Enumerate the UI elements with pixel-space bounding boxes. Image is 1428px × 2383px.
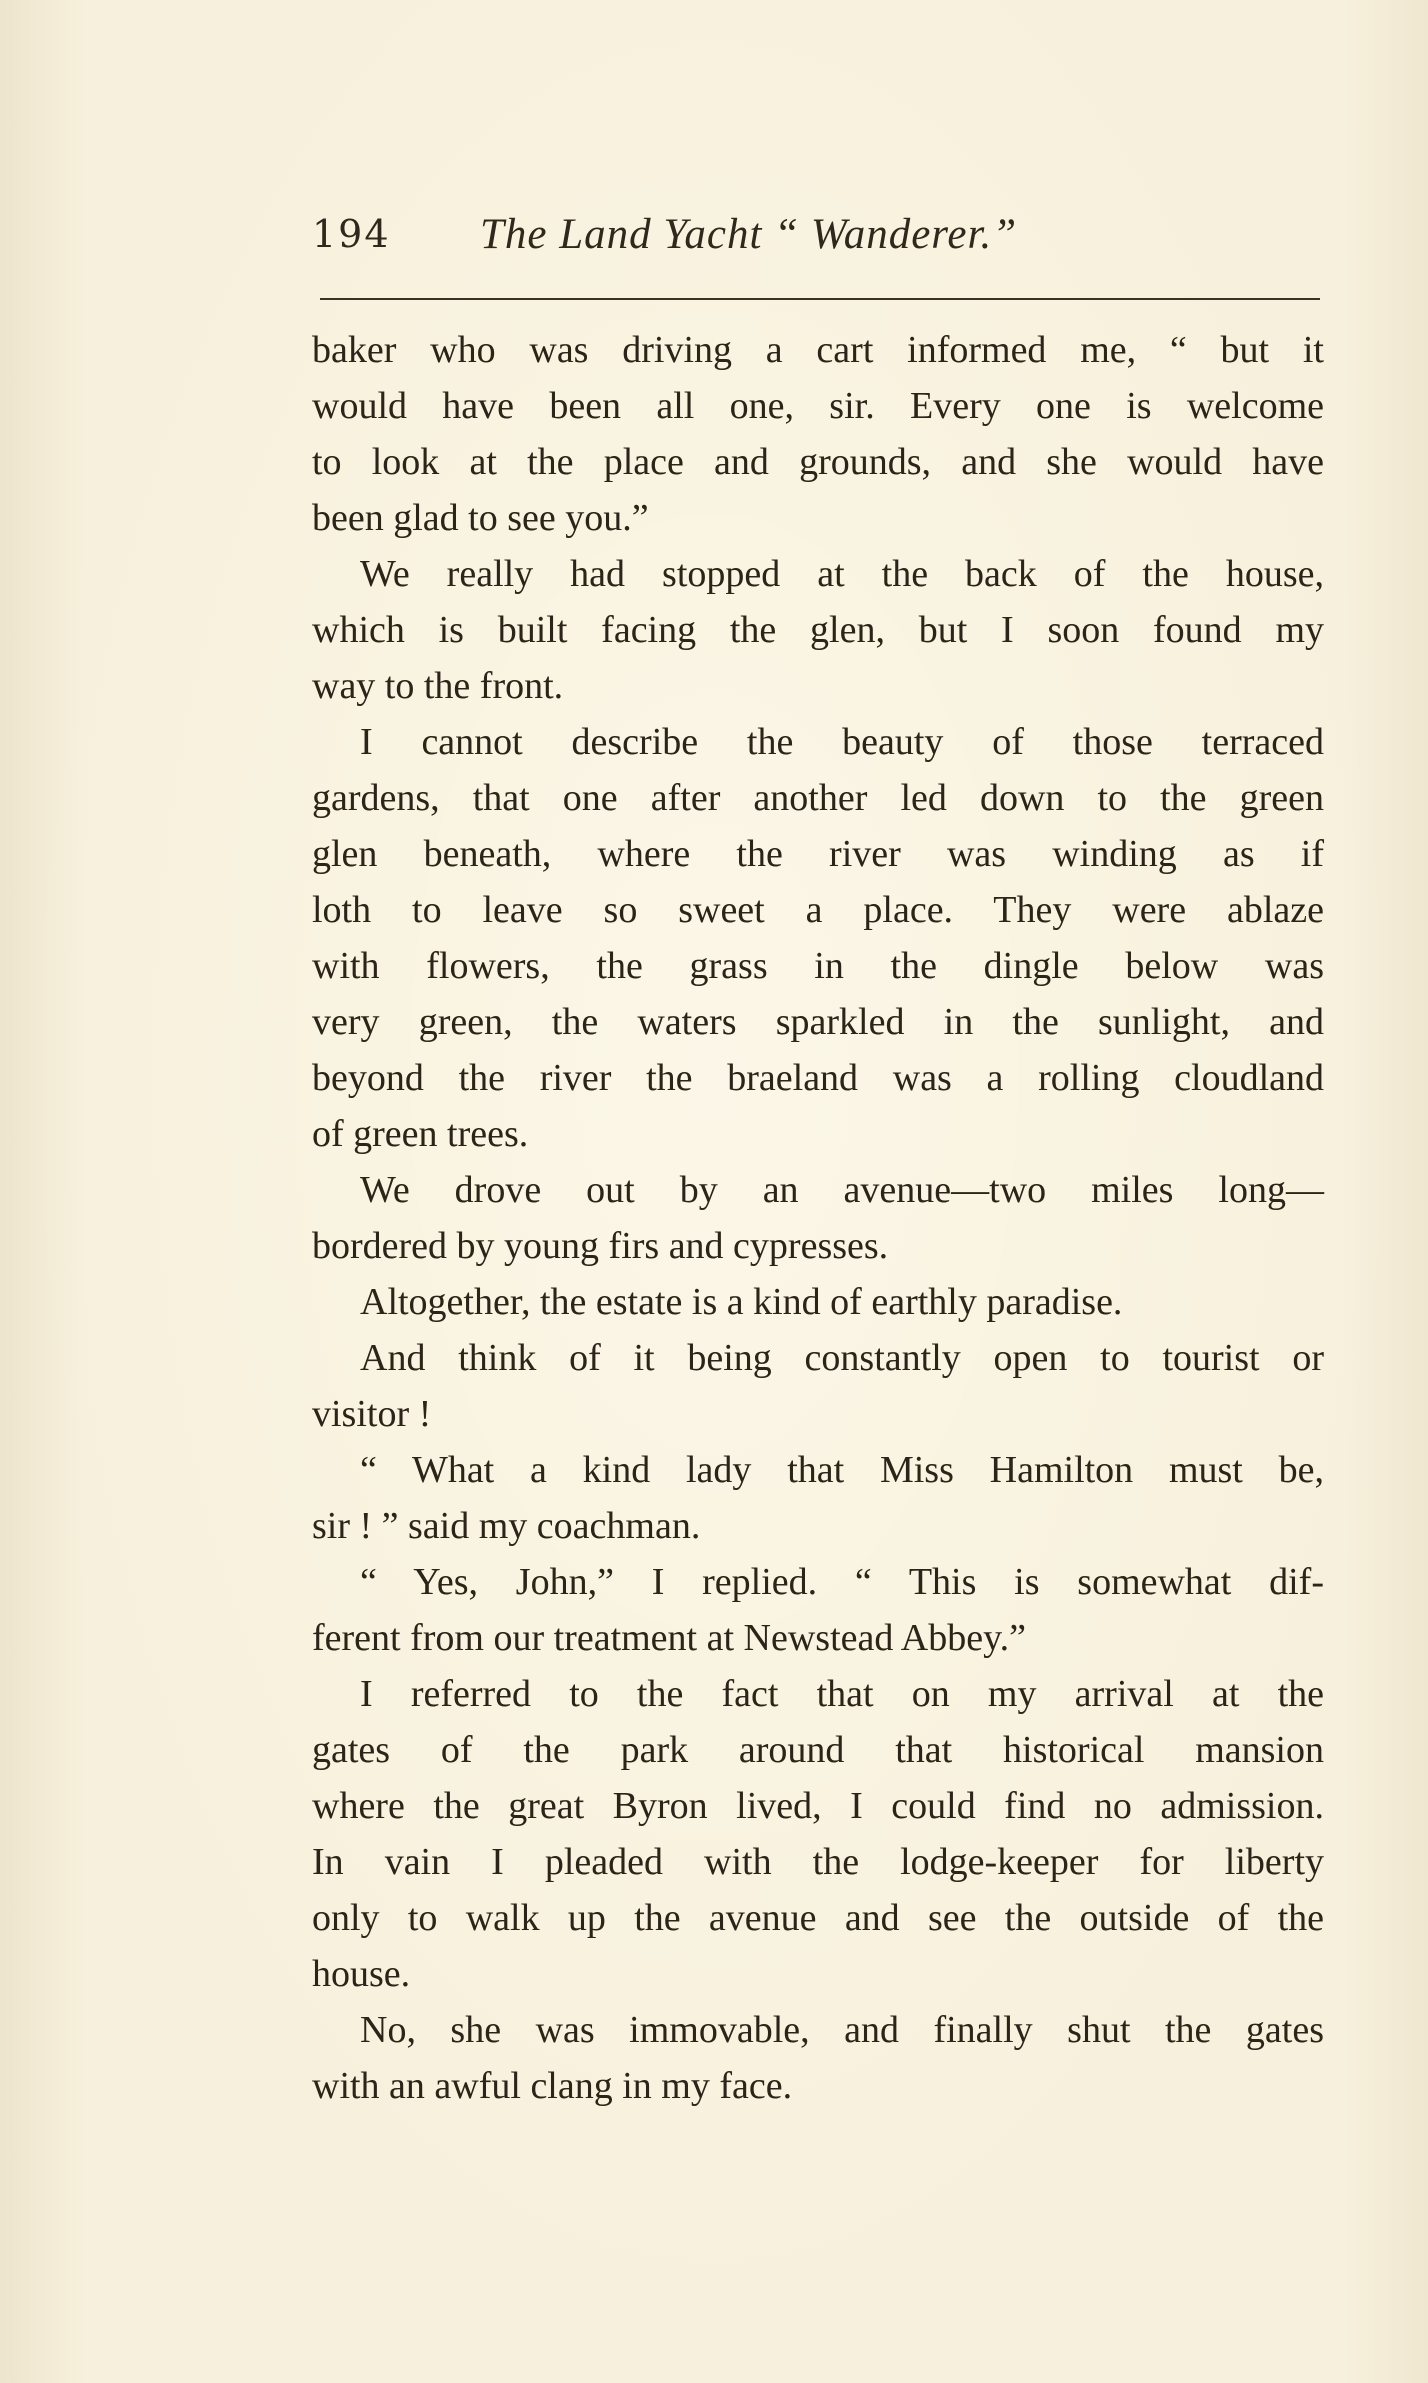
text-line: bordered by young firs and cypresses. bbox=[312, 1225, 889, 1267]
text-line: been glad to see you.” bbox=[312, 497, 649, 539]
text-line: beyond the river the braeland was a rolling cloudland bbox=[312, 1057, 1324, 1099]
text-line: baker who was driving a cart informed me, “ but it bbox=[312, 329, 1324, 371]
text-line: very green, the waters sparkled in the sunlight, and bbox=[312, 1001, 1324, 1043]
text-line: only to walk up the avenue and see the outside of the bbox=[312, 1897, 1324, 1939]
text-line: We drove out by an avenue—two miles long— bbox=[360, 1169, 1324, 1211]
text-line: I referred to the fact that on my arrival at the bbox=[360, 1673, 1324, 1715]
text-line: “ Yes, John,” I replied. “ This is somewhat dif- bbox=[360, 1561, 1324, 1603]
text-line: with flowers, the grass in the dingle below was bbox=[312, 945, 1324, 987]
text-line: with an awful clang in my face. bbox=[312, 2065, 793, 2107]
text-line: which is built facing the glen, but I soon found my bbox=[312, 609, 1324, 651]
text-line: visitor ! bbox=[312, 1393, 432, 1435]
text-line: ferent from our treatment at Newstead Abbey.” bbox=[312, 1617, 1026, 1659]
text-line: Altogether, the estate is a kind of earthly paradise. bbox=[360, 1281, 1123, 1323]
text-line: No, she was immovable, and finally shut the gates bbox=[360, 2009, 1324, 2051]
text-line: “ What a kind lady that Miss Hamilton must be, bbox=[360, 1449, 1324, 1491]
body-text bbox=[312, 322, 1324, 2114]
text-line: And think of it being constantly open to tourist or bbox=[360, 1337, 1324, 1379]
text-line: loth to leave so sweet a place. They were ablaze bbox=[312, 889, 1324, 931]
text-line: to look at the place and grounds, and she would have bbox=[312, 441, 1324, 483]
page-number: 194 bbox=[312, 212, 391, 256]
text-line: glen beneath, where the river was winding as if bbox=[312, 833, 1324, 875]
text-line: gates of the park around that historical mansion bbox=[312, 1729, 1324, 1771]
text-line: sir ! ” said my coachman. bbox=[312, 1505, 701, 1547]
running-head bbox=[312, 212, 1322, 272]
text-line: In vain I pleaded with the lodge-keeper for liberty bbox=[312, 1841, 1324, 1883]
text-line: We really had stopped at the back of the house, bbox=[360, 553, 1324, 595]
text-line: way to the front. bbox=[312, 665, 564, 707]
header-rule bbox=[320, 298, 1320, 300]
running-title: The Land Yacht “ Wanderer.” bbox=[480, 211, 1018, 258]
text-line: I cannot describe the beauty of those terraced bbox=[360, 721, 1324, 763]
text-line: would have been all one, sir. Every one is welcome bbox=[312, 385, 1324, 427]
text-line: house. bbox=[312, 1953, 411, 1995]
text-line: where the great Byron lived, I could find no admission. bbox=[312, 1785, 1324, 1827]
text-line: of green trees. bbox=[312, 1113, 529, 1155]
text-line: gardens, that one after another led down to the green bbox=[312, 777, 1324, 819]
